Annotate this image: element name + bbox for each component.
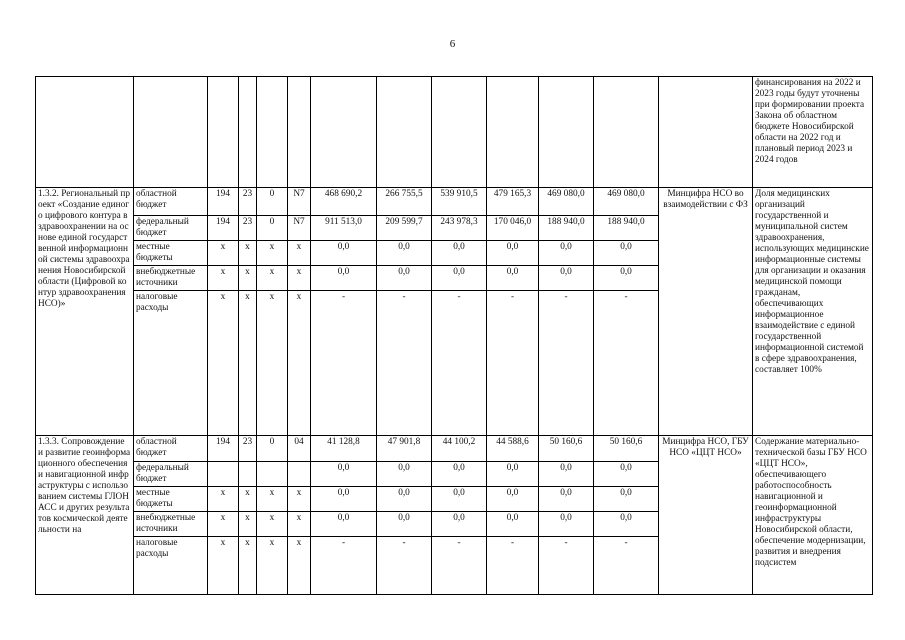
budget-code-cell: N7 — [288, 188, 311, 216]
amount-cell: - — [432, 291, 487, 436]
amount-cell: 50 160,6 — [539, 436, 594, 462]
item-block-1-3-3 — [36, 436, 873, 595]
continuation-note: финансирования на 2022 и 2023 годы будут уточнены при формировании проекта Закона об областном бюджете Новосибирской области на 2022 год и плановый период 2023 и 2024 годов — [753, 77, 873, 188]
page-number: 6 — [449, 38, 456, 50]
amount-cell: 266 755,5 — [377, 188, 432, 216]
amount-cell: 41 128,8 — [311, 436, 377, 462]
budget-code-cell: x — [257, 241, 288, 266]
funding-row — [36, 436, 873, 462]
amount-cell: - — [539, 537, 594, 595]
budget-code-cell — [288, 462, 311, 487]
budget-code-cell: x — [288, 266, 311, 291]
budget-code-cell: x — [257, 266, 288, 291]
funding-source: местные бюджеты — [134, 241, 208, 266]
amount-cell: 170 046,0 — [487, 216, 539, 241]
budget-code-cell: x — [288, 291, 311, 436]
amount-cell: 0,0 — [539, 512, 594, 537]
amount-cell: 0,0 — [594, 462, 659, 487]
amount-cell: 0,0 — [594, 266, 659, 291]
amount-cell: 44 100,2 — [432, 436, 487, 462]
amount-cell: 911 513,0 — [311, 216, 377, 241]
budget-code-cell: N7 — [288, 216, 311, 241]
amount-cell: 0,0 — [432, 487, 487, 512]
budget-code-cell: x — [208, 291, 239, 436]
budget-code-cell: x — [208, 241, 239, 266]
amount-cell: 0,0 — [487, 241, 539, 266]
funding-source: федеральный бюджет — [134, 462, 208, 487]
budget-code-cell: 23 — [239, 188, 257, 216]
amount-cell: 0,0 — [311, 512, 377, 537]
budget-code-cell: x — [288, 512, 311, 537]
amount-cell: 44 588,6 — [487, 436, 539, 462]
amount-cell: 0,0 — [594, 512, 659, 537]
budget-code-cell: x — [288, 487, 311, 512]
amount-cell: 479 165,3 — [487, 188, 539, 216]
amount-cell: 0,0 — [594, 241, 659, 266]
budget-code-cell — [239, 462, 257, 487]
budget-code-cell: 194 — [208, 436, 239, 462]
amount-cell: 0,0 — [377, 487, 432, 512]
amount-cell: 0,0 — [432, 241, 487, 266]
amount-cell: 539 910,5 — [432, 188, 487, 216]
amount-cell: 188 940,0 — [539, 216, 594, 241]
amount-cell: 0,0 — [487, 512, 539, 537]
amount-cell: - — [311, 291, 377, 436]
budget-code-cell: 0 — [257, 216, 288, 241]
amount-cell: 243 978,3 — [432, 216, 487, 241]
funding-source: местные бюджеты — [134, 487, 208, 512]
amount-cell: 0,0 — [594, 487, 659, 512]
amount-cell: - — [432, 537, 487, 595]
budget-code-cell: x — [239, 241, 257, 266]
amount-cell: 0,0 — [311, 462, 377, 487]
amount-cell: 188 940,0 — [594, 216, 659, 241]
funding-source: внебюджетные источники — [134, 266, 208, 291]
amount-cell: 469 080,0 — [594, 188, 659, 216]
amount-cell: - — [594, 537, 659, 595]
amount-cell: 468 690,2 — [311, 188, 377, 216]
amount-cell: 0,0 — [311, 241, 377, 266]
budget-code-cell: x — [288, 537, 311, 595]
amount-cell: 0,0 — [377, 266, 432, 291]
budget-code-cell — [208, 462, 239, 487]
budget-code-cell: 0 — [257, 436, 288, 462]
funding-source: областной бюджет — [134, 188, 208, 216]
amount-cell: 209 599,7 — [377, 216, 432, 241]
executor-cell: Минцифра НСО, ГБУ НСО «ЦЦТ НСО» — [659, 436, 753, 595]
amount-cell: - — [539, 291, 594, 436]
funding-source: областной бюджет — [134, 436, 208, 462]
budget-code-cell: x — [288, 241, 311, 266]
amount-cell: 0,0 — [539, 266, 594, 291]
budget-code-cell: x — [239, 266, 257, 291]
budget-code-cell: x — [257, 537, 288, 595]
budget-code-cell: 194 — [208, 216, 239, 241]
expected-result-cell: Содержание материально-технической базы ГБУ НСО «ЦЦТ НСО», обеспечивающего работоспособность навигационной и геоинформационной инфраструктуры Новосибирской области, обеспечение модернизации, развития и внедрения подсистем — [753, 436, 873, 595]
amount-cell: 0,0 — [487, 487, 539, 512]
budget-code-cell: x — [257, 291, 288, 436]
amount-cell: 0,0 — [432, 462, 487, 487]
amount-cell: 0,0 — [311, 266, 377, 291]
funding-source: федеральный бюджет — [134, 216, 208, 241]
amount-cell: 0,0 — [539, 487, 594, 512]
budget-code-cell: x — [239, 291, 257, 436]
budget-code-cell: x — [257, 487, 288, 512]
budget-code-cell: 0 — [257, 188, 288, 216]
budget-code-cell — [257, 462, 288, 487]
funding-row — [36, 188, 873, 216]
budget-code-cell: x — [208, 512, 239, 537]
budget-code-cell: x — [239, 537, 257, 595]
measure-name: 1.3.3. Сопровождение и развитие геоинформационного обеспечения и навигационной инфраструктуры с использованием системы ГЛОНАСС и других результатов космической деятельности на — [36, 436, 134, 595]
amount-cell: 0,0 — [487, 266, 539, 291]
amount-cell: 50 160,6 — [594, 436, 659, 462]
amount-cell: - — [487, 291, 539, 436]
amount-cell: - — [311, 537, 377, 595]
expected-result-cell: Доля медицинских организаций государственной и муниципальной систем здравоохранения, использующих медицинские информационные системы для организации и оказания медицинской помощи гражданам, обеспечивающих информационное взаимодействие с единой государственной информационной системой в сфере здравоохранения, составляет 100% — [753, 188, 873, 436]
budget-code-cell: 194 — [208, 188, 239, 216]
funding-source: налоговые расходы — [134, 291, 208, 436]
amount-cell: 47 901,8 — [377, 436, 432, 462]
amount-cell: - — [377, 291, 432, 436]
funding-source: внебюджетные источники — [134, 512, 208, 537]
budget-code-cell: x — [239, 487, 257, 512]
amount-cell: 0,0 — [377, 512, 432, 537]
budget-code-cell: x — [239, 512, 257, 537]
budget-code-cell: x — [208, 487, 239, 512]
amount-cell: 0,0 — [432, 266, 487, 291]
budget-code-cell: x — [208, 537, 239, 595]
budget-code-cell: x — [257, 512, 288, 537]
amount-cell: 0,0 — [487, 462, 539, 487]
amount-cell: - — [377, 537, 432, 595]
funding-source: налоговые расходы — [134, 537, 208, 595]
amount-cell: 0,0 — [539, 241, 594, 266]
financing-table — [35, 76, 873, 595]
continuation-row — [36, 77, 873, 188]
amount-cell: 0,0 — [539, 462, 594, 487]
amount-cell: 0,0 — [377, 241, 432, 266]
measure-name: 1.3.2. Региональный проект «Создание единого цифрового контура в здравоохранении на основе единой государственной информационной системы здравоохранения Новосибирской области (Цифровой контур здравоохранения НСО)» — [36, 188, 134, 436]
amount-cell: 0,0 — [377, 462, 432, 487]
budget-code-cell: 23 — [239, 216, 257, 241]
budget-code-cell: 23 — [239, 436, 257, 462]
amount-cell: 0,0 — [432, 512, 487, 537]
amount-cell: 469 080,0 — [539, 188, 594, 216]
amount-cell: - — [594, 291, 659, 436]
amount-cell: 0,0 — [311, 487, 377, 512]
executor-cell: Минцифра НСО во взаимодействии с ФЗ — [659, 188, 753, 436]
budget-code-cell: 04 — [288, 436, 311, 462]
item-block-1-3-2 — [36, 188, 873, 436]
budget-code-cell: x — [208, 266, 239, 291]
amount-cell: - — [487, 537, 539, 595]
